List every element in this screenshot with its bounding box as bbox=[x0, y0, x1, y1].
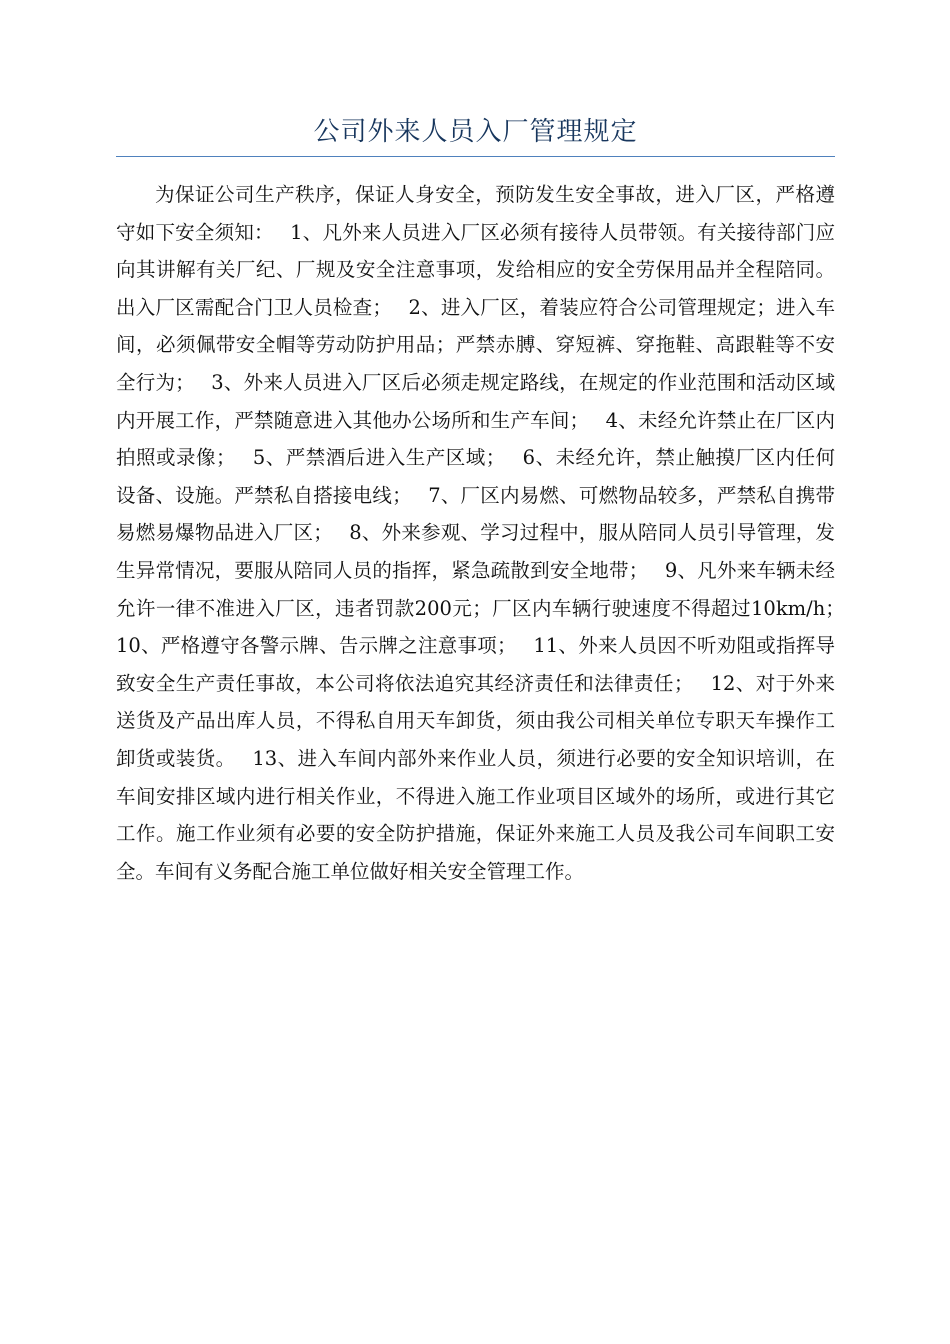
page-title: 公司外来人员入厂管理规定 bbox=[313, 117, 638, 147]
title-block bbox=[116, 112, 835, 157]
body-paragraph: 为保证公司生产秩序，保证人身安全，预防发生安全事故，进入厂区，严格遵守如下安全须知： 1、凡外来人员进入厂区必须有接待人员带领。有关接待部门应向其讲解有关厂纪、厂规及安全注意事项，发给相应的安全劳保用品并全程陪同。出入厂区需配合门卫人员检查； 2、进入厂区，着装应符合公司管理规定；进入车间，必须佩带安全帽等劳动防护用品；严禁赤膊、穿短裤、穿拖鞋、高跟鞋等不安全行为； 3、外来人员进入厂区后必须走规定路线，在规定的作业范围和活动区域内开展工作，严禁随意进入其他办公场所和生产车间； 4、未经允许禁止在厂区内拍照或录像； 5、严禁酒后进入生产区域； 6、未经允许，禁止触摸厂区内任何设备、设施。严禁私自搭接电线； 7、厂区内易燃、可燃物品较多，严禁私自携带易燃易爆物品进入厂区； 8、外来参观、学习过程中，服从陪同人员引导管理，发生异常情况，要服从陪同人员的指挥，紧急疏散到安全地带； 9、凡外来车辆未经允许一律不准进入厂区，违者罚款200元；厂区内车辆行驶速度不得超过10km/h； 10、严格遵守各警示牌、告示牌之注意事项； 11、外来人员因不听劝阻或指挥导致安全生产责任事故，本公司将依法追究其经济责任和法律责任； 12、对于外来送货及产品出库人员，不得私自用天车卸货，须由我公司相关单位专职天车操作工卸货或装货。 13、进入车间内部外来作业人员，须进行必要的安全知识培训，在车间安排区域内进行相关作业，不得进入施工作业项目区域外的场所，或进行其它工作。施工作业须有必要的安全防护措施，保证外来施工人员及我公司车间职工安全。车间有义务配合施工单位做好相关安全管理工作。 bbox=[116, 183, 861, 883]
